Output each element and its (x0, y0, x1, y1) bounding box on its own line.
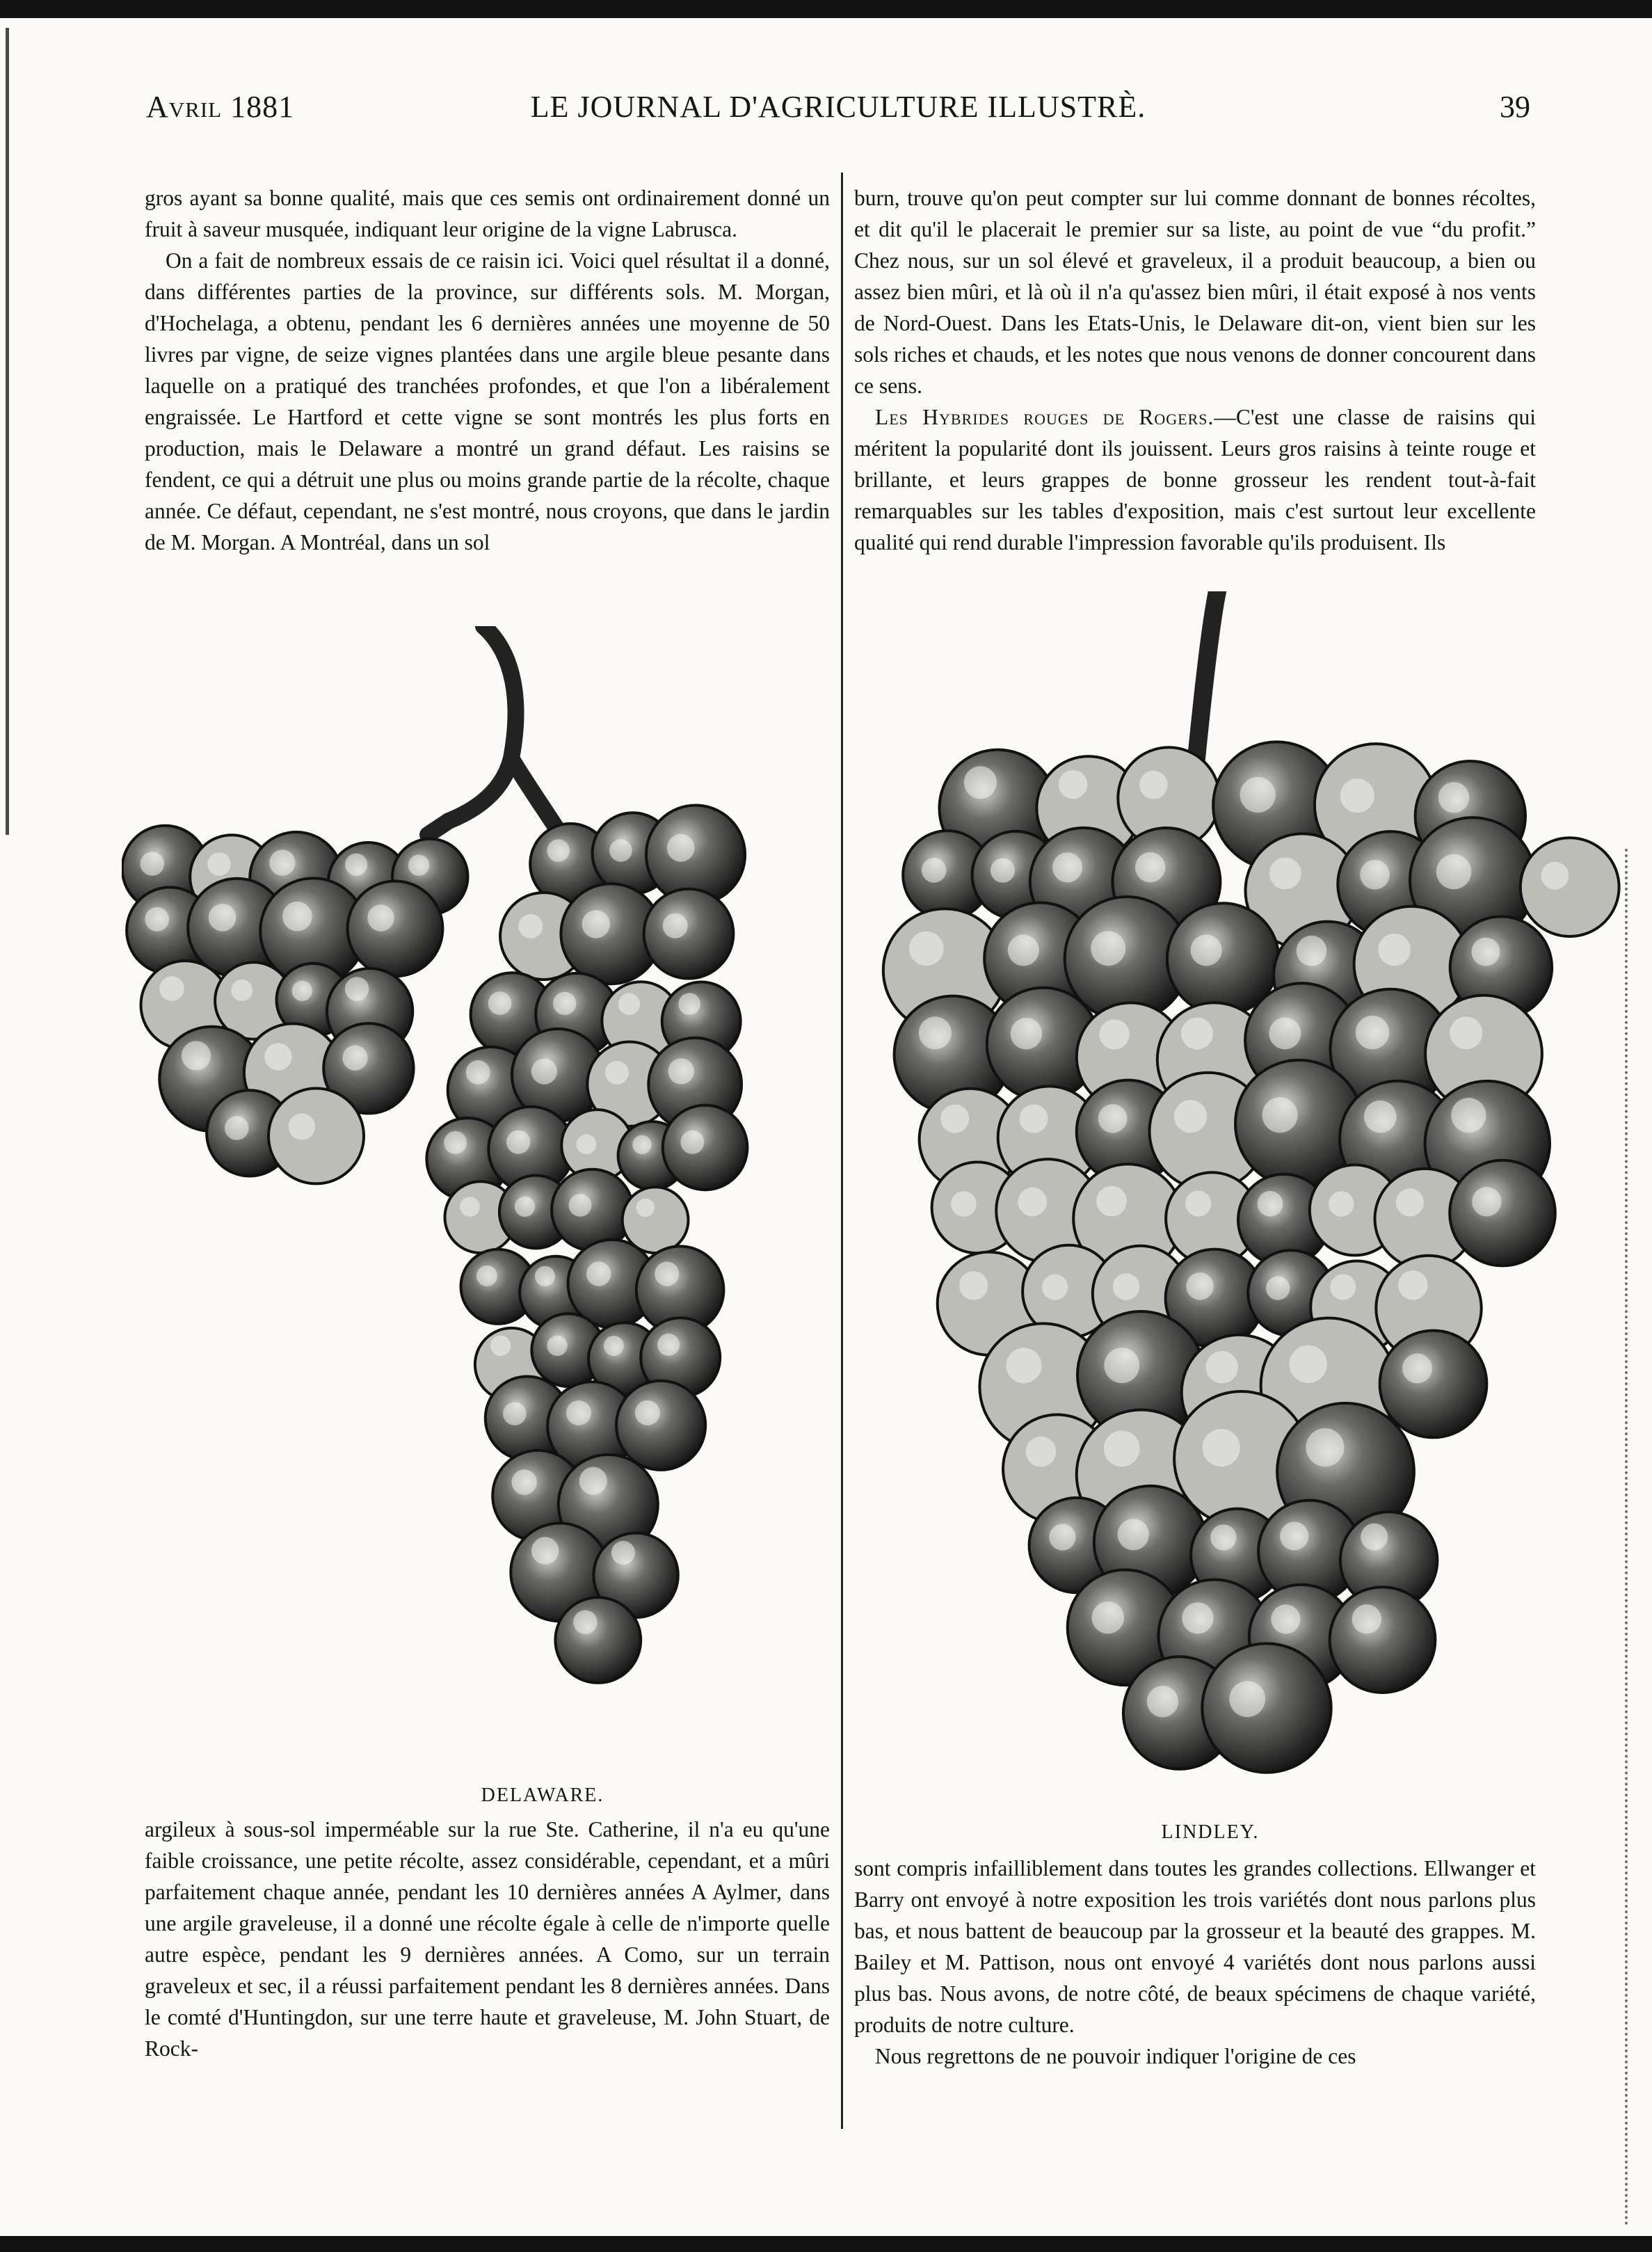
berry-highlight (1340, 778, 1374, 813)
berry-highlight (1186, 1272, 1214, 1300)
berry-highlight (1472, 938, 1500, 966)
berry-highlight (1113, 1273, 1140, 1300)
berry-highlight (678, 993, 700, 1015)
berry-highlight (667, 834, 695, 862)
berry-highlight (1191, 934, 1222, 966)
berry-highlight (141, 852, 165, 876)
berry-highlight (991, 859, 1015, 883)
berry-highlight (1541, 862, 1569, 890)
berry-highlight (553, 992, 576, 1015)
scan-bottom-border (0, 2236, 1652, 2252)
berry-highlight (1402, 1353, 1432, 1383)
berry-highlight (1042, 1275, 1068, 1300)
berry-highlight (547, 1336, 567, 1356)
berry-highlight (1240, 777, 1276, 813)
berry-highlight (1450, 1016, 1482, 1049)
berry-highlight (636, 1199, 655, 1217)
berry-highlight (145, 907, 169, 932)
berry-group (883, 742, 1619, 1772)
berry-highlight (231, 980, 252, 1001)
berry-highlight (1049, 1524, 1075, 1550)
berry-highlight (345, 977, 369, 1001)
lindley-grape-illustration (856, 591, 1621, 1816)
grape-berry (663, 1105, 748, 1190)
berry-highlight (1018, 1188, 1047, 1217)
berry-highlight (1007, 1348, 1042, 1383)
berry-highlight (1174, 1100, 1207, 1133)
berry-highlight (490, 1336, 511, 1356)
berry-highlight (159, 976, 184, 1001)
berry-highlight (264, 1043, 291, 1070)
berry-highlight (586, 1261, 611, 1286)
berry-highlight (408, 855, 429, 876)
right-column-top (854, 182, 1536, 579)
berry-highlight (207, 852, 231, 876)
section-heading: Les Hybrides rouges de Rogers. (875, 405, 1214, 429)
berry-highlight (515, 1197, 535, 1217)
berry-highlight (1330, 1274, 1356, 1300)
berry-highlight (922, 858, 947, 883)
delaware-grape-illustration (122, 626, 824, 1774)
berry-highlight (1182, 1602, 1213, 1634)
berry-highlight (1364, 1101, 1397, 1133)
berry-highlight (531, 1059, 557, 1085)
berry-highlight (1059, 770, 1088, 799)
berry-highlight (269, 849, 295, 875)
berry-highlight (604, 1336, 624, 1356)
berry-highlight (476, 1265, 497, 1286)
berry-highlight (1203, 1429, 1240, 1467)
grape-berry (268, 1088, 364, 1183)
berry-highlight (1210, 1524, 1236, 1550)
berry-highlight (919, 1016, 952, 1049)
berry-highlight (1451, 1098, 1486, 1133)
berry-highlight (1438, 782, 1469, 813)
berry-highlight (506, 1131, 530, 1154)
berry-highlight (1118, 1519, 1149, 1550)
berry-highlight (1011, 1018, 1042, 1049)
berry-highlight (289, 1113, 315, 1140)
berry-highlight (1104, 1430, 1140, 1467)
running-header (146, 89, 1530, 138)
berry-highlight (655, 1262, 679, 1286)
stem (428, 626, 574, 856)
berry-highlight (1396, 1188, 1424, 1216)
figure-caption-lindley: LINDLEY. (1161, 1821, 1260, 1843)
scan-right-edge (1625, 849, 1632, 2226)
berry-highlight (657, 1334, 680, 1356)
berry-highlight (1098, 1104, 1128, 1133)
grape-berry (1330, 1587, 1436, 1693)
berry-highlight (1361, 1524, 1388, 1551)
berry-highlight (909, 932, 944, 966)
grape-berry (644, 889, 734, 979)
berry-highlight (367, 904, 394, 931)
grape-berry (1450, 1160, 1555, 1266)
berry-highlight (292, 981, 312, 1001)
paragraph: gros ayant sa bonne qualité, mais que ces semis ont ordinairement donné un fruit à saveur musquée, indiquant leur origine de la vigne Labrusca. (145, 186, 830, 241)
column-divider (841, 173, 843, 2129)
berry-highlight (1378, 934, 1410, 966)
berry-highlight (1271, 1604, 1300, 1634)
paragraph: Nous regrettons de ne pouvoir indiquer l'origine de ces (875, 2044, 1356, 2068)
berry-highlight (1135, 852, 1165, 882)
berry-highlight (1206, 1351, 1238, 1383)
berry-highlight (1290, 1345, 1327, 1383)
berry-highlight (1096, 1186, 1127, 1217)
berry-highlight (1360, 860, 1390, 890)
berry-highlight (1229, 1681, 1265, 1717)
berry-highlight (1091, 931, 1125, 966)
berry-highlight (209, 904, 236, 932)
scan-left-edge (6, 28, 19, 835)
berry-highlight (680, 1131, 704, 1154)
berry-highlight (566, 1400, 591, 1426)
berry-highlight (1352, 1604, 1381, 1634)
berry-highlight (535, 1266, 555, 1286)
berry-highlight (569, 1194, 592, 1217)
berry-highlight (512, 1469, 537, 1494)
berry-highlight (632, 1135, 651, 1154)
berry-highlight (668, 1058, 694, 1084)
berry-highlight (1147, 1686, 1178, 1717)
berry-highlight (531, 1537, 559, 1564)
berry-highlight (518, 914, 543, 939)
berry-highlight (635, 1400, 660, 1426)
berry-highlight (444, 1131, 467, 1154)
berry-highlight (1472, 1187, 1501, 1216)
berry-highlight (1258, 1191, 1283, 1217)
figure-caption-delaware: DELAWARE. (481, 1784, 604, 1806)
berry-highlight (618, 993, 640, 1015)
berry-highlight (1306, 1428, 1344, 1467)
berry-highlight (282, 902, 312, 932)
berry-highlight (1092, 1602, 1124, 1634)
berry-highlight (1269, 1018, 1301, 1050)
berry-highlight (582, 910, 610, 938)
berry-highlight (605, 1061, 629, 1085)
berry-highlight (488, 991, 512, 1015)
grape-berry (1202, 1643, 1331, 1772)
berry-highlight (1262, 1097, 1298, 1133)
berry-highlight (1280, 1522, 1308, 1550)
paragraph: sont compris infailliblement dans toutes les grandes collections. Ellwanger et Barry ont envoyé à notre exposition les trois variétés dont nous parlons plus bas, et nous battent de beaucoup par la grosseur et la beauté des grappes. M. Bailey et M. Pattison, nous ont envoyé 4 variétés dont nous parlons aussi plus bas. Nous avons, de notre côté, de beaux spécimens de chaque variété, produits de notre culture. (854, 1856, 1536, 2037)
berry-highlight (1356, 1016, 1389, 1049)
berry-highlight (345, 854, 367, 876)
berry-highlight (182, 1041, 211, 1070)
berry-highlight (1052, 852, 1082, 882)
berry-highlight (1185, 1190, 1211, 1216)
berry-highlight (1139, 771, 1168, 799)
berry-highlight (1266, 1276, 1290, 1300)
berry-highlight (460, 1197, 480, 1217)
header-date: Avril 1881 (146, 90, 295, 124)
journal-title: LE JOURNAL D'AGRICULTURE ILLUSTRÈ. (530, 90, 1146, 124)
berry-highlight (1329, 1191, 1354, 1216)
berry-highlight (577, 1134, 597, 1154)
berry-highlight (964, 766, 997, 799)
berry-highlight (1008, 934, 1039, 966)
grape-berry (555, 1597, 641, 1683)
grape-berry (1380, 1331, 1487, 1438)
right-column-bottom (854, 1853, 1536, 2134)
berry-highlight (1436, 854, 1471, 889)
berry-highlight (579, 1467, 607, 1495)
scan-top-border (0, 0, 1652, 18)
berry-highlight (1181, 1018, 1213, 1050)
grape-berry (1521, 838, 1619, 936)
paragraph: argileux à sous-sol imperméable sur la rue Ste. Catherine, il n'a eu qu'une faible croissance, une petite récolte, assez considérable, cependant, et a mûri parfaitement chaque année, pendant les 10 dernières années A Aylmer, dans une argile graveleuse, il a donné une récolte égale à celle de n'importe quelle autre espèce, pendant les 9 dernières années. A Como, sur un terrain graveleux et sec, il a réussi parfaitement pendant les 8 dernières années. Dans le comté d'Huntingdon, sur une terre haute et graveleuse, M. John Stuart, de Rock- (145, 1817, 830, 2061)
berry-highlight (951, 1191, 977, 1217)
berry-highlight (1020, 1105, 1048, 1133)
berry-highlight (940, 1105, 969, 1133)
berry-highlight (1099, 1019, 1129, 1049)
berry-highlight (1026, 1437, 1057, 1467)
berry-highlight (503, 1402, 527, 1426)
paragraph: burn, trouve qu'on peut compter sur lui comme donnant de bonnes récoltes, et dit qu'il le placerait le premier sur sa liste, au point de vue “du profit.” Chez nous, sur un sol élevé et graveleux, il a produit beaucoup, a bien ou assez bien mûri, et là où il n'a qu'assez bien mûri, il était exposé à nos vents de Nord-Ouest. Dans les Etats-Unis, le Delaware dit-on, vient bien sur les sols riches et chauds, et les notes que nous venons de donner concourent dans ce sens. (854, 186, 1536, 398)
grape-berry (616, 1381, 705, 1470)
berry-highlight (1398, 1270, 1427, 1300)
berry-highlight (611, 1541, 635, 1565)
berry-group (122, 806, 748, 1683)
grape-berry (552, 1169, 633, 1251)
berry-highlight (1297, 936, 1327, 966)
berry-highlight (547, 839, 570, 861)
left-column-top (145, 182, 830, 614)
berry-highlight (573, 1610, 597, 1634)
berry-highlight (466, 1060, 490, 1085)
berry-highlight (663, 913, 688, 939)
berry-highlight (609, 839, 632, 862)
paragraph-text: —C'est une classe de raisins qui méritent la popularité dont ils jouissent. Leurs gros raisins à teinte rouge et brillante, et leurs grappes de bonne grosseur les rendent tout-à-fait remarquables sur les tables d'exposition, mais c'est surtout leur excellente qualité qui rend durable l'impression favorable qu'ils produisent. Ils (854, 405, 1536, 554)
grape-berry (348, 881, 443, 977)
berry-highlight (1269, 858, 1301, 890)
berry-highlight (225, 1116, 249, 1140)
berry-highlight (342, 1046, 367, 1071)
paragraph-hybrides (854, 401, 1536, 558)
left-column-bottom (145, 1814, 830, 2130)
berry-highlight (1104, 1348, 1139, 1383)
page-number: 39 (1500, 90, 1530, 124)
paragraph: On a fait de nombreux essais de ce raisin ici. Voici quel résultat il a donné, dans différentes parties de la province, sur différents sols. M. Morgan, d'Hochelaga, a obtenu, pendant les 6 dernières années une moyenne de 50 livres par vigne, de seize vignes plantées dans une argile bleue pesante dans laquelle on a pratiqué des tranchées profondes, et que l'on a libéralement engraissée. Le Hartford et cette vigne se sont montrés les plus forts en production, mais le Delaware a montré un grand défaut. Les raisins se fendent, ce qui a détruit une plus ou moins grande partie de la récolte, chaque année. Ce défaut, cependant, ne s'est montré, nous croyons, que dans le jardin de M. Morgan. A Montréal, dans un sol (145, 248, 830, 554)
berry-highlight (959, 1271, 988, 1300)
